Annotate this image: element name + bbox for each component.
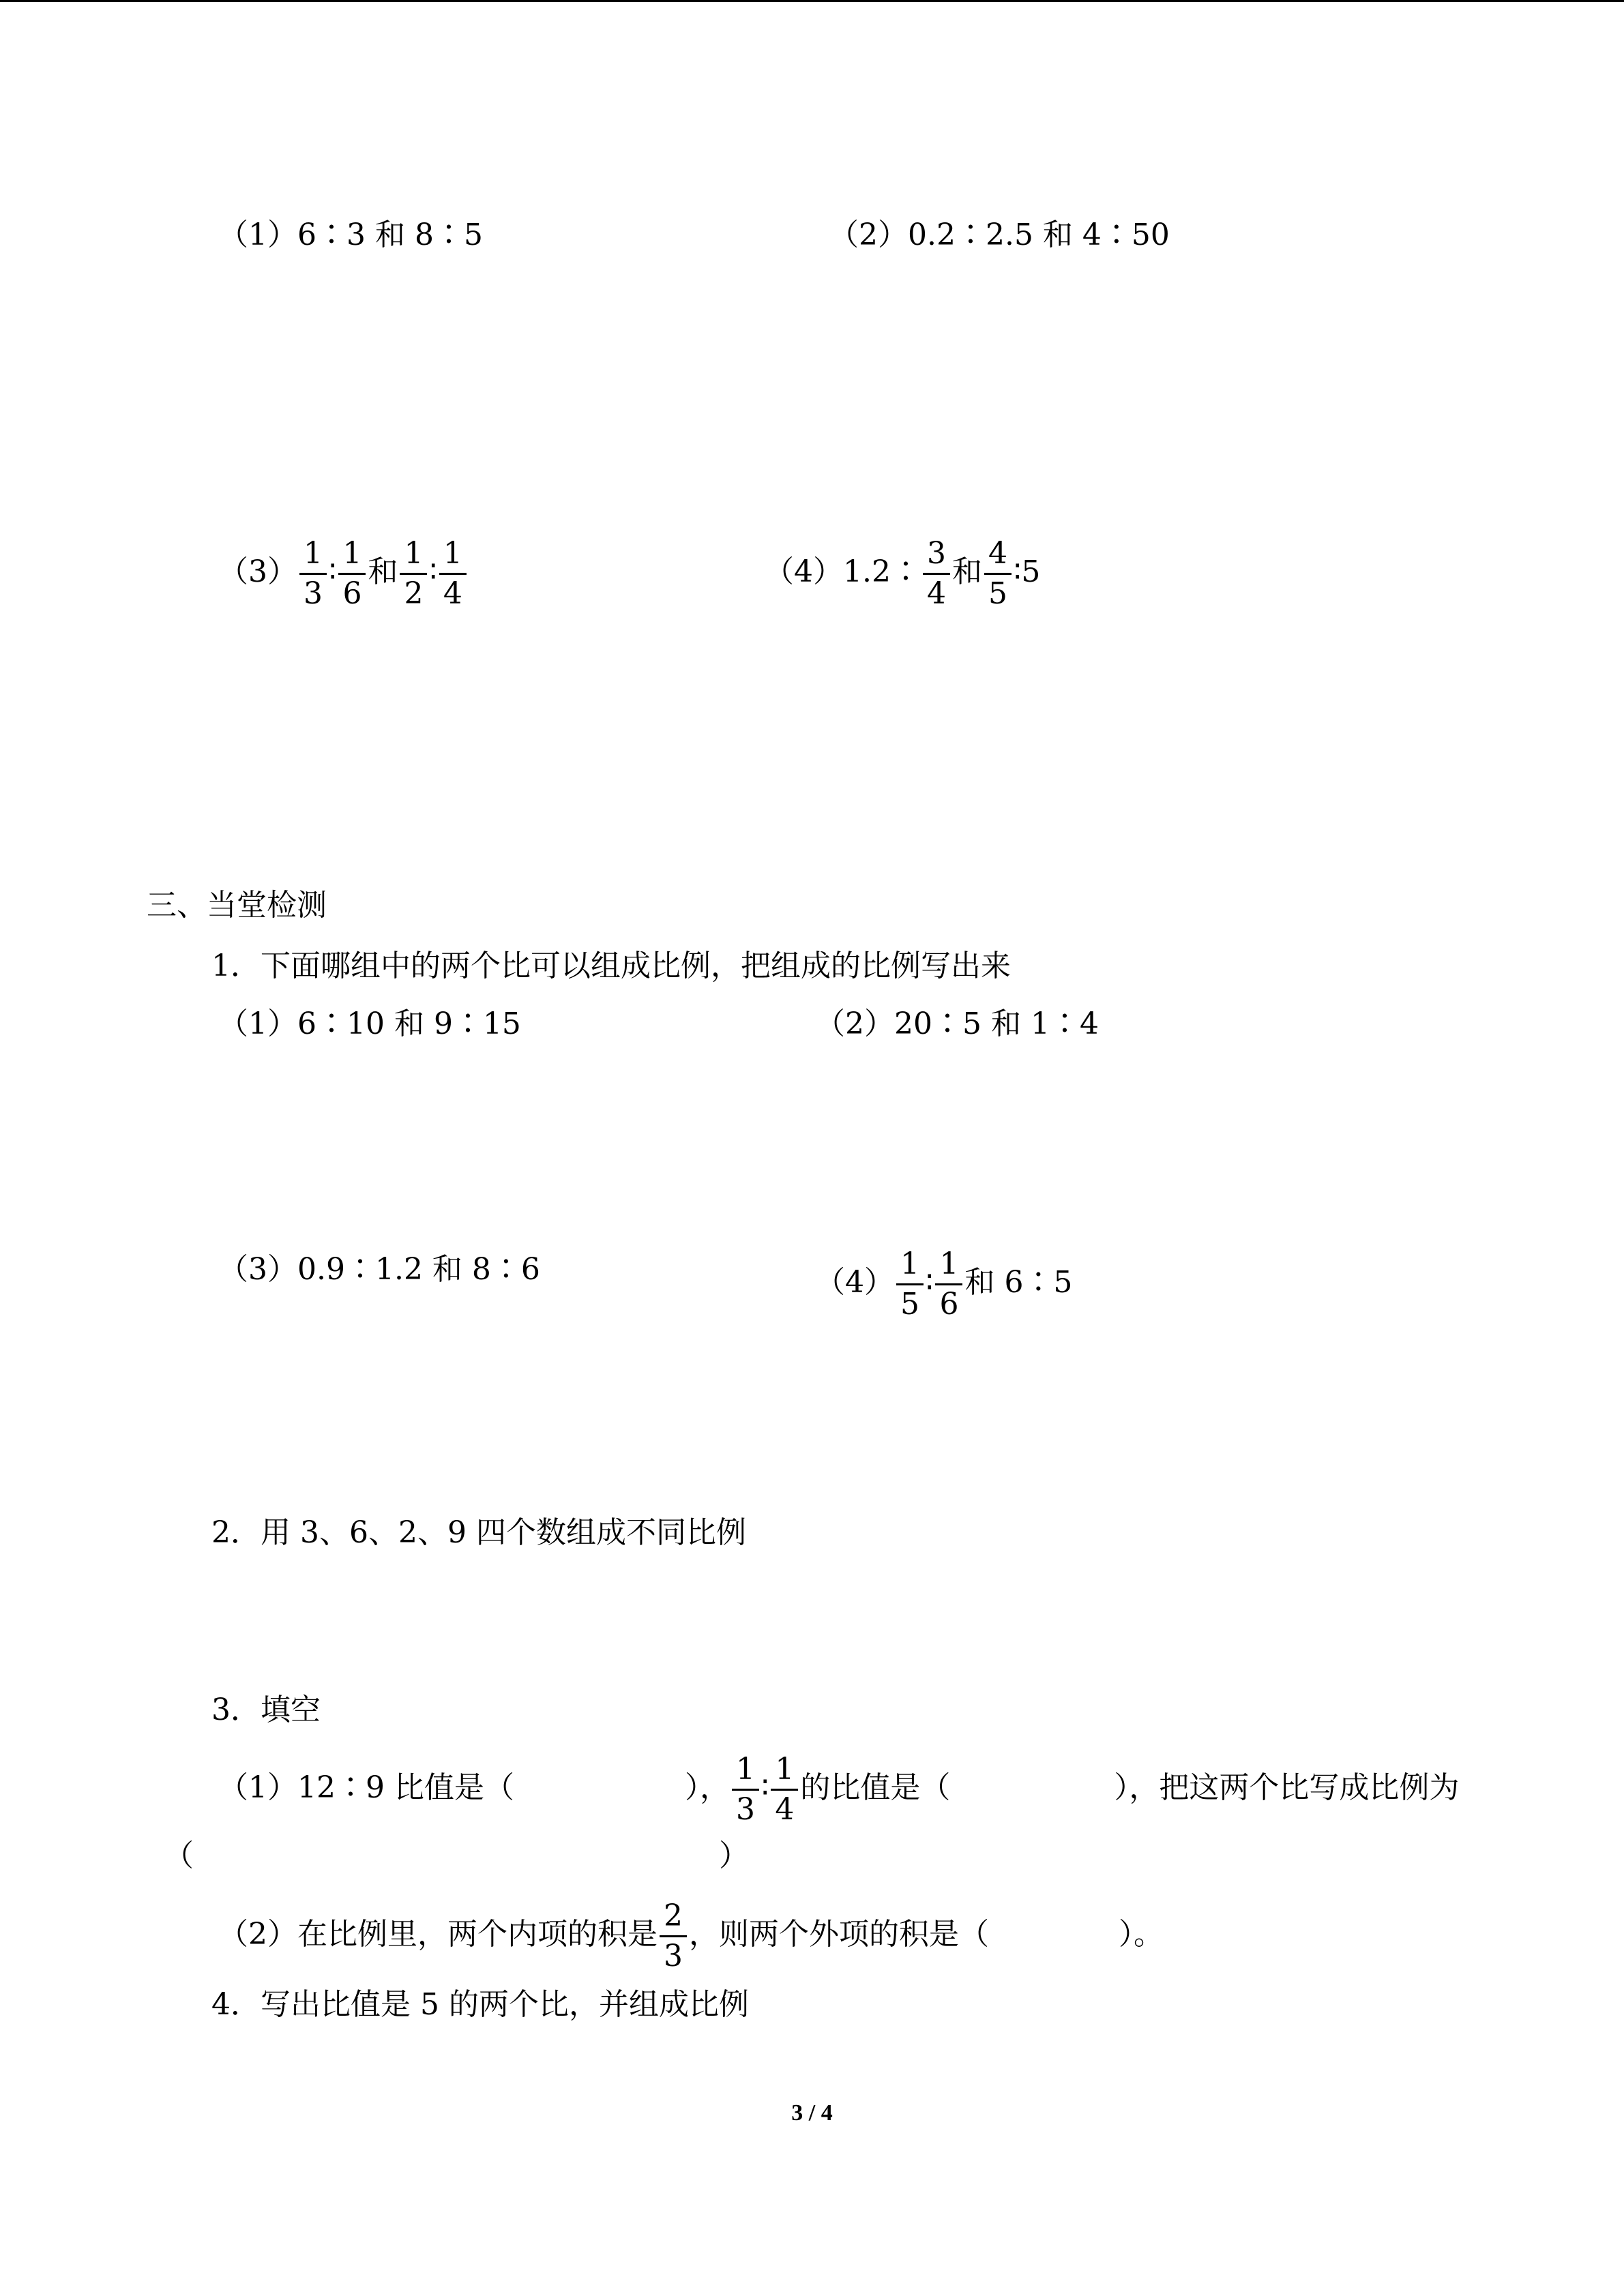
- top-rule: [0, 0, 1624, 2]
- fraction: $\frac{1}{5}$: [896, 1249, 924, 1320]
- fraction: $\frac{4}{5}$: [984, 539, 1012, 609]
- fraction: $\frac{1}{4}$: [439, 539, 467, 609]
- q3-item-1: （1）12∶9 比值是（ ）， $\frac{1}{3}$ ∶ $\frac{1}{4}$ 的比值是（ ），把这两个比写成比例为: [218, 1752, 1460, 1827]
- fraction: $\frac{1}{3}$: [299, 539, 327, 609]
- question-3-title: 3．填空: [211, 1693, 321, 1727]
- fraction: $\frac{1}{2}$: [400, 539, 427, 609]
- fraction: $\frac{1}{3}$: [732, 1755, 759, 1825]
- q1-item-1: （1）6∶10 和 9∶15: [218, 1007, 521, 1041]
- prev-item-2: （2）0.2∶2.5 和 4∶50: [829, 218, 1170, 252]
- page-number: 3 / 4: [791, 2100, 833, 2126]
- q1-item-3: （3）0.9∶1.2 和 8∶6: [218, 1252, 540, 1287]
- fraction: $\frac{1}{6}$: [338, 539, 366, 609]
- fraction: $\frac{2}{3}$: [660, 1901, 687, 1971]
- fraction: $\frac{1}{6}$: [935, 1249, 962, 1320]
- q3-item-2: （2）在比例里，两个内项的积是 $\frac{2}{3}$ ，则两个外项的积是（ ）。: [218, 1898, 1164, 1973]
- question-1-title: 1．下面哪组中的两个比可以组成比例，把组成的比例写出来: [211, 949, 1011, 983]
- prev-item-1: （1）6∶3 和 8∶5: [218, 218, 483, 252]
- fraction: $\frac{3}{4}$: [923, 539, 950, 609]
- question-4-title: 4．写出比值是 5 的两个比，并组成比例: [211, 1987, 749, 2022]
- q1-item-4: （4） $\frac{1}{5}$ ∶ $\frac{1}{6}$ 和 6∶5: [815, 1247, 1073, 1322]
- prev-item-4: （4）1.2∶ $\frac{3}{4}$ 和 $\frac{4}{5}$ ∶5: [764, 536, 1041, 611]
- prev-item-3: （3） $\frac{1}{3}$ ∶ $\frac{1}{6}$ 和 $\frac{1}{2}$ ∶ $\frac{1}{4}$: [218, 539, 469, 609]
- question-2-title: 2．用 3、6、2、9 四个数组成不同比例: [211, 1515, 746, 1550]
- fraction: $\frac{1}{4}$: [771, 1755, 798, 1825]
- q1-item-2: （2）20∶5 和 1∶4: [815, 1007, 1099, 1041]
- q3-item-1-continuation: （ ）: [164, 1838, 749, 1873]
- section-heading: 三、当堂检测: [147, 888, 327, 923]
